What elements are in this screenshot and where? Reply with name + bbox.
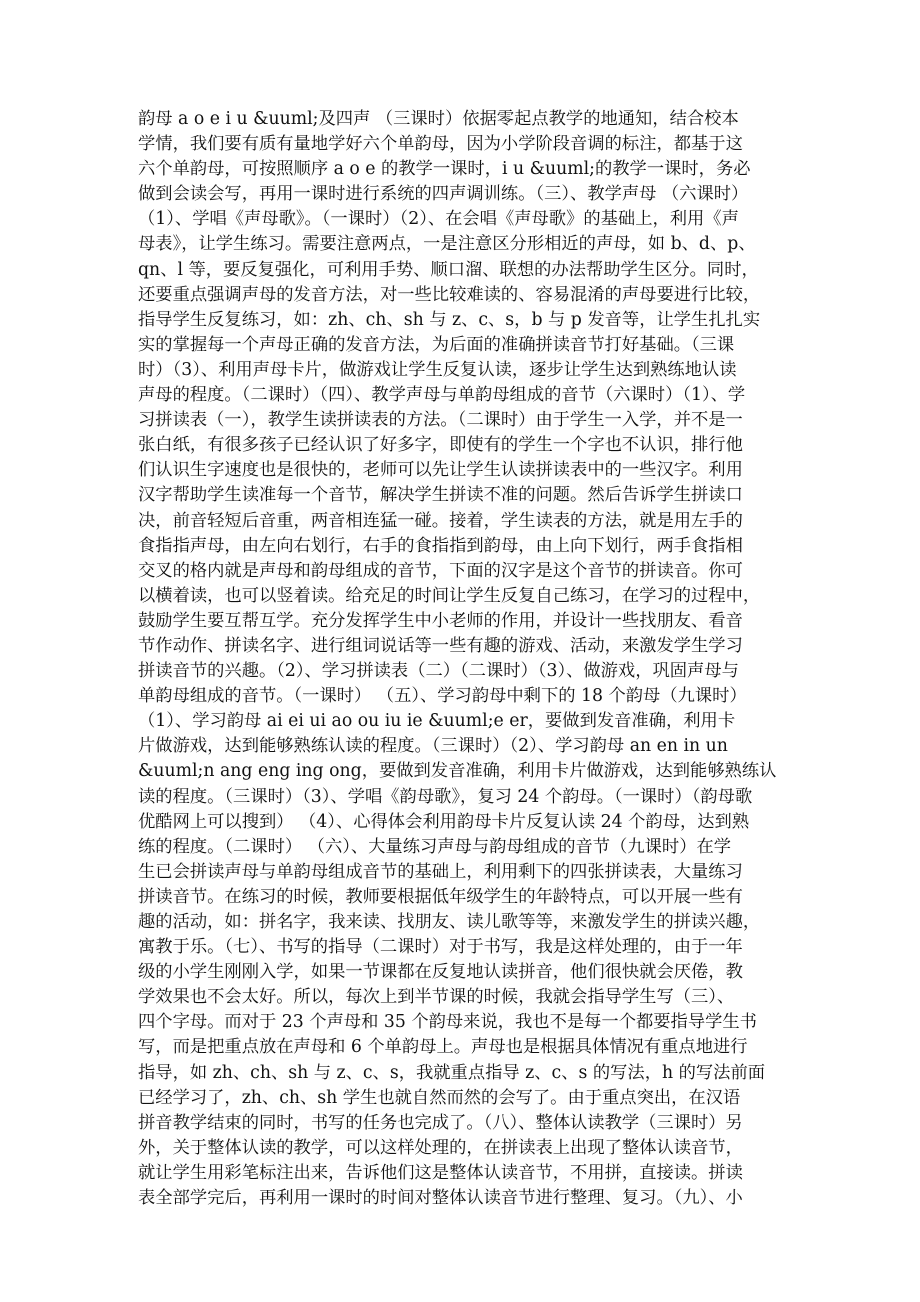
text-line: 外，关于整体认读的教学，可以这样处理的，在拼读表上出现了整体认读音节，	[138, 1137, 743, 1158]
text-line: 寓教于乐。（七）、书写的指导（二课时）对于书写，我是这样处理的，由于一年	[138, 937, 743, 958]
text-line: 做到会读会写，再用一课时进行系统的四声调训练。（三）、教学声母 （六课时）	[138, 184, 749, 205]
text-line: 已经学习了，zh、ch、sh 学生也就自然而然的会写了。由于重点突出，在汉语	[138, 1087, 741, 1108]
text-line: 决，前音轻短后音重，两音相连猛一碰。接着，学生读表的方法，就是用左手的	[138, 510, 743, 531]
text-line: （1）、学习韵母 ai ei ui ao ou iu ie &uuml;e er，要做到发音准确，利用卡	[138, 711, 736, 732]
text-line: 读的程度。（三课时）（3）、学唱《韵母歌》，复习 24 个韵母。（一课时）（韵母歌	[138, 786, 753, 807]
text-line: 张白纸，有很多孩子已经认识了好多字，即使有的学生一个字也不认识，排行他	[138, 435, 743, 456]
text-line: 指导，如 zh、ch、sh 与 z、c、s，我就重点指导 z、c、s 的写法，h 的写法前面	[138, 1062, 766, 1083]
text-line: 指导学生反复练习，如：zh、ch、sh 与 z、c、s，b 与 p 发音等，让学生扎扎实	[138, 309, 761, 330]
text-line: 趣的活动，如：拼名字，我来读、找朋友、读儿歌等等，来激发学生的拼读兴趣，	[138, 912, 761, 932]
text-line: 片做游戏，达到能够熟练认读的程度。（三课时）（2）、学习韵母 an en in un	[138, 736, 728, 757]
text-line: 节作动作、拼读名字、进行组词说话等一些有趣的游戏、活动，来激发学生学习	[138, 635, 743, 656]
text-line: 拼音教学结束的同时，书写的任务也完成了。（八）、整体认读教学（三课时）另	[138, 1112, 743, 1133]
text-line: 以横着读，也可以竖着读。给充足的时间让学生反复自己练习，在学习的过程中，	[138, 585, 761, 606]
text-line: 六个单韵母，可按照顺序 a o e 的教学一课时，i u &uuml;的教学一课时，务必	[138, 159, 751, 180]
text-line: 优酷网上可以搜到） （4）、心得体会利用韵母卡片反复认读 24 个韵母，达到熟	[138, 811, 750, 832]
text-line: 学情，我们要有质有量地学好六个单韵母，因为小学阶段音调的标注，都基于这	[138, 134, 743, 155]
text-line: 拼读音节的兴趣。（2）、学习拼读表（二）（二课时）（3）、做游戏，巩固声母与	[138, 661, 739, 682]
text-line: 单韵母组成的音节。（一课时） （五）、学习韵母中剩下的 18 个韵母（九课时）	[138, 686, 747, 707]
text-line: 母表》，让学生练习。需要注意两点，一是注意区分形相近的声母，如 b、d、p、	[138, 234, 756, 255]
text-line: 生已会拼读声母与单韵母组成音节的基础上，利用剩下的四张拼读表，大量练习	[138, 861, 743, 882]
text-line: 学效果也不会太好。所以，每次上到半节课的时候，我就会指导学生写（三）、	[138, 987, 735, 1008]
text-line: 练的程度。（二课时） （六）、大量练习声母与韵母组成的音节（九课时）在学	[138, 836, 732, 857]
text-line: （1）、学唱《声母歌》。（一课时）（2）、在会唱《声母歌》的基础上，利用《声	[138, 209, 739, 230]
text-line: 实的掌握每一个声母正确的发音方法，为后面的准确拼读音节打好基础。（三课	[138, 334, 735, 355]
text-line: 们认识生字速度也是很快的，老师可以先让学生认读拼读表中的一些汉字。利用	[138, 460, 743, 481]
text-line: 还要重点强调声母的发音方法，对一些比较难读的、容易混淆的声母要进行比较，	[138, 284, 761, 305]
text-line: 汉字帮助学生读准每一个音节，解决学生拼读不准的问题。然后告诉学生拼读口	[138, 485, 743, 506]
text-line: 拼读音节。在练习的时候，教师要根据低年级学生的年龄特点，可以开展一些有	[138, 886, 743, 907]
text-line: &uuml;n ang eng ing ong，要做到发音准确，利用卡片做游戏，达到能够熟练认	[138, 761, 777, 782]
text-line: 声母的程度。（二课时）（四）、教学声母与单韵母组成的音节（六课时）（1）、学	[138, 385, 746, 406]
text-line: 写，而是把重点放在声母和 6 个单韵母上。声母也是根据具体情况有重点地进行	[138, 1037, 748, 1058]
text-line: 食指指声母，由左向右划行，右手的食指指到韵母，由上向下划行，两手食指相	[138, 535, 743, 556]
text-line: 鼓励学生要互帮互学。充分发挥学生中小老师的作用，并设计一些找朋友、看音	[138, 610, 743, 631]
text-line: 就让学生用彩笔标注出来，告诉他们这是整体认读音节，不用拼，直接读。拼读	[138, 1162, 743, 1183]
text-line: 习拼读表（一），教学生读拼读表的方法。（二课时）由于学生一入学，并不是一	[138, 410, 743, 431]
text-line: 四个字母。而对于 23 个声母和 35 个韵母来说，我也不是每一个都要指导学生书	[138, 1012, 757, 1033]
text-line: 表全部学完后，再利用一课时的时间对整体认读音节进行整理、复习。（九）、小	[138, 1188, 743, 1209]
text-line: 韵母 a o e i u &uuml;及四声 （三课时）依据零起点教学的地通知，结合校本	[138, 109, 739, 129]
text-line: 级的小学生刚刚入学，如果一节课都在反复地认读拼音，他们很快就会厌倦，教	[138, 962, 743, 983]
text-line: qn、l 等，要反复强化，可利用手势、顺口溜、联想的办法帮助学生区分。同时，	[138, 259, 759, 280]
text-line: 时）（3）、利用声母卡片，做游戏让学生反复认读，逐步让学生达到熟练地认读	[138, 359, 737, 380]
body-text	[138, 107, 788, 1211]
text-line: 交叉的格内就是声母和韵母组成的音节，下面的汉字是这个音节的拼读音。你可	[138, 560, 743, 581]
